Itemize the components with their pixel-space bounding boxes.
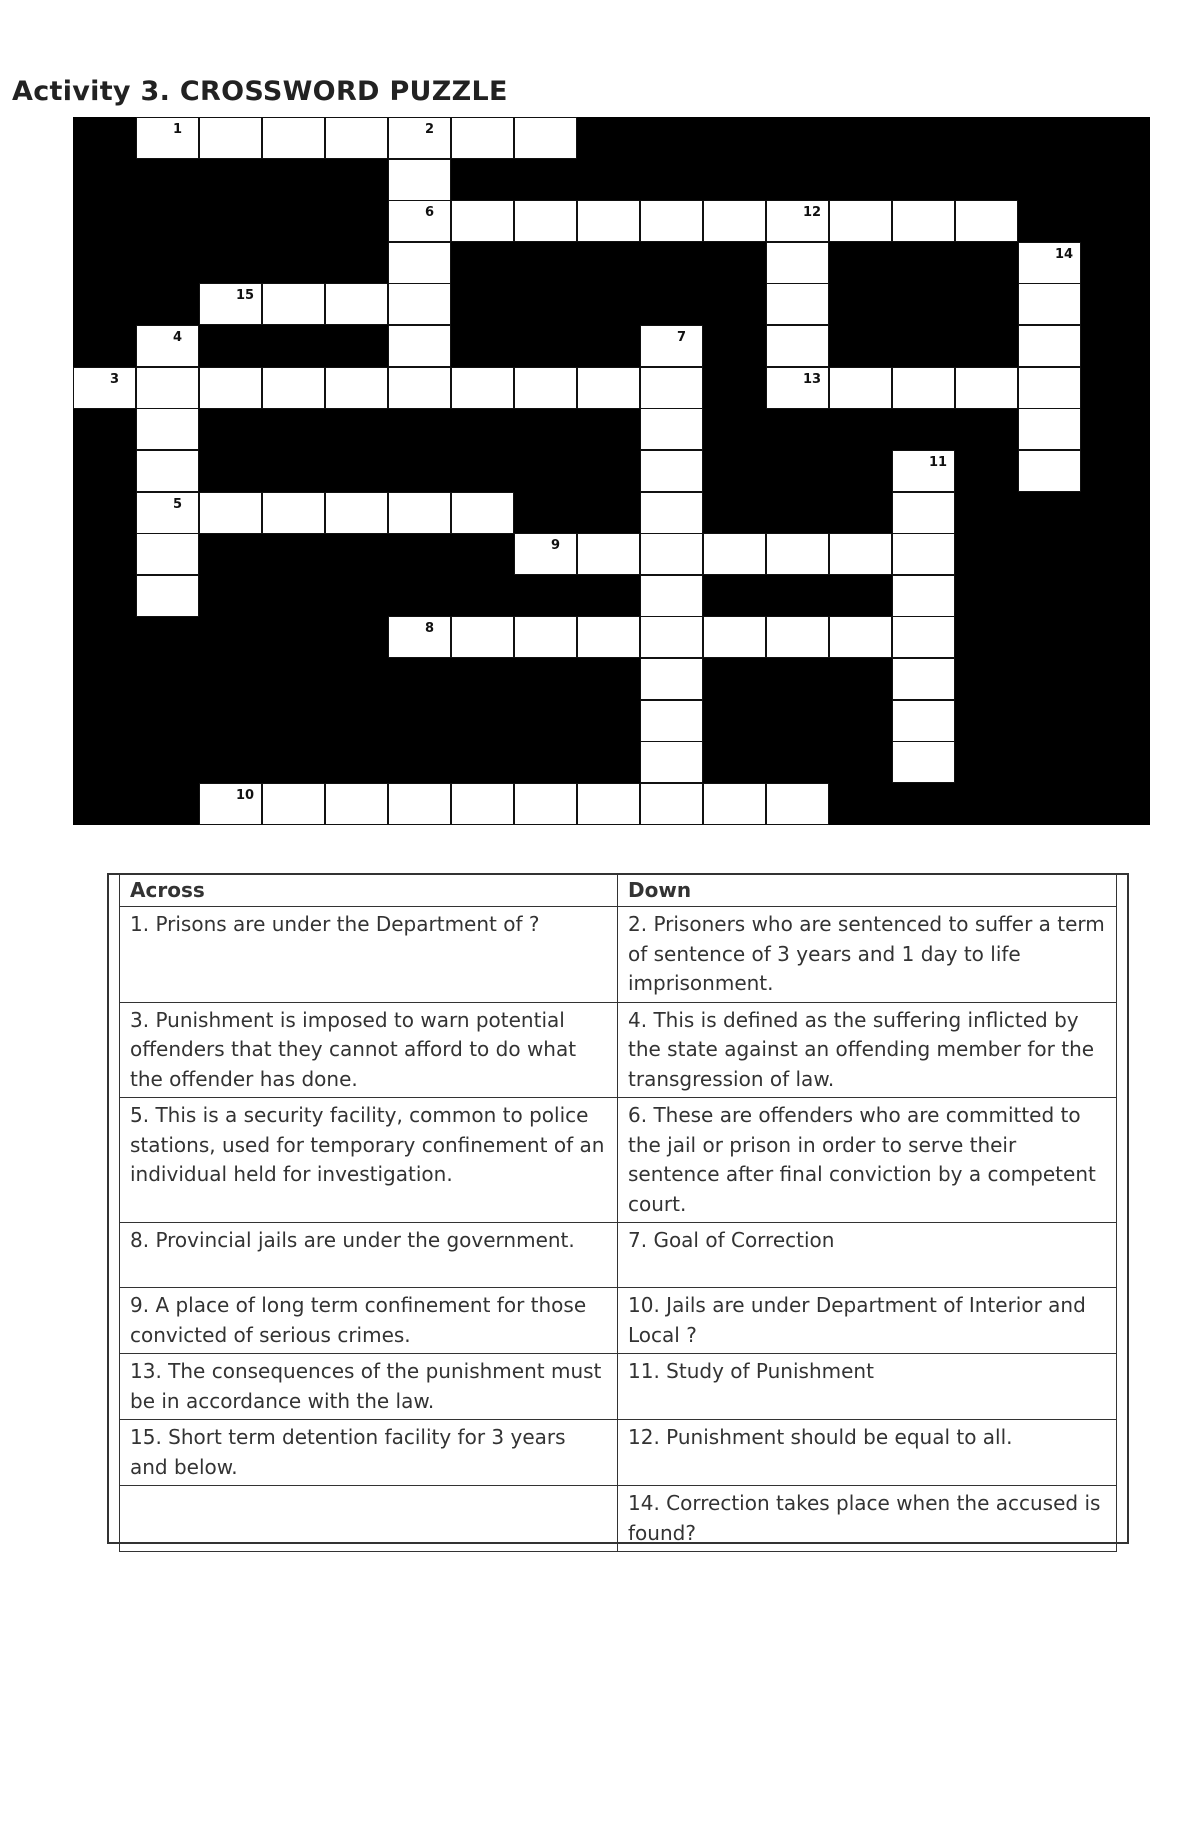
crossword-cell [1018,242,1081,284]
crossword-cell [451,367,514,409]
across-clue: 1. Prisons are under the Department of ? [120,907,618,1003]
crossword-cell [1018,367,1081,409]
crossword-cell [766,242,829,284]
clue-row [120,1288,1117,1354]
crossword-cell [136,533,199,575]
crossword-cell [514,367,577,409]
across-clue: 15. Short term detention facility for 3 years and below. [120,1420,618,1486]
crossword-cell [829,616,892,658]
crossword-cell [451,117,514,159]
crossword-cell [892,492,955,534]
crossword-cell [262,367,325,409]
down-heading: Down [618,874,1117,907]
clue-row [120,907,1117,1003]
clue-number: 9 [551,538,561,553]
clue-number: 15 [236,288,255,303]
crossword-cell [199,492,262,534]
crossword-cell [955,200,1018,242]
clue-row [120,1354,1117,1420]
clue-number: 12 [803,205,822,220]
crossword-cell [640,616,703,658]
crossword-cell [514,783,577,825]
crossword-cell [136,492,199,534]
crossword-cell [388,242,451,284]
crossword-cell [388,117,451,159]
crossword-cell [388,367,451,409]
crossword-cell [199,117,262,159]
crossword-cell [577,783,640,825]
across-clue: 3. Punishment is imposed to warn potential offenders that they cannot afford to do what the offender has done. [120,1002,618,1098]
crossword-cell [388,283,451,325]
crossword-cell [388,492,451,534]
page-title: Activity 3. CROSSWORD PUZZLE [12,76,508,107]
clue-row [120,1223,1117,1288]
crossword-cell [640,367,703,409]
clue-number: 7 [677,330,687,345]
clue-number: 8 [425,621,435,636]
crossword-cell [892,616,955,658]
crossword-cell [199,283,262,325]
crossword-cell [388,616,451,658]
crossword-cell [514,533,577,575]
crossword-cell [136,575,199,617]
down-clue: 14. Correction takes place when the accused is found? [618,1486,1117,1552]
crossword-cell [640,450,703,492]
crossword-cell [640,408,703,450]
crossword-cell [640,783,703,825]
crossword-cell [703,200,766,242]
clue-row [120,1420,1117,1486]
crossword-cell [136,450,199,492]
clue-row [120,1486,1117,1552]
across-clue: 8. Provincial jails are under the government. [120,1223,618,1288]
crossword-cell [766,533,829,575]
crossword-cell [640,700,703,742]
crossword-cell [829,533,892,575]
crossword-cell [73,367,136,409]
crossword-cell [514,616,577,658]
clue-number: 11 [929,455,948,470]
crossword-cell [325,367,388,409]
crossword-cell [262,117,325,159]
down-clue: 2. Prisoners who are sentenced to suffer a term of sentence of 3 years and 1 day to life imprisonment. [618,907,1117,1003]
crossword-cell [1018,408,1081,450]
crossword-cell [451,783,514,825]
crossword-cell [640,533,703,575]
crossword-cell [136,408,199,450]
crossword-cell [766,200,829,242]
crossword-cell [325,117,388,159]
crossword-cell [640,575,703,617]
crossword-grid [73,117,1150,825]
crossword-cell [829,200,892,242]
crossword-cell [577,616,640,658]
crossword-cell [892,450,955,492]
crossword-cell [388,159,451,201]
crossword-cell [136,117,199,159]
crossword-cell [766,616,829,658]
crossword-cell [388,325,451,367]
crossword-cell [577,533,640,575]
crossword-cell [325,283,388,325]
crossword-cell [892,741,955,783]
crossword-cell [577,367,640,409]
crossword-cell [136,367,199,409]
crossword-cell [577,200,640,242]
clue-number: 2 [425,122,435,137]
crossword-cell [703,533,766,575]
crossword-cell [892,367,955,409]
crossword-cell [514,117,577,159]
clues-header-row [120,874,1117,907]
crossword-cell [199,783,262,825]
crossword-cell [388,783,451,825]
clue-number: 3 [110,372,120,387]
down-clue: 11. Study of Punishment [618,1354,1117,1420]
clue-row [120,1098,1117,1223]
down-clue: 12. Punishment should be equal to all. [618,1420,1117,1486]
crossword-cell [514,200,577,242]
clue-number: 4 [173,330,183,345]
clues-table [119,873,1117,1552]
crossword-cell [640,741,703,783]
crossword-cell [640,200,703,242]
down-clue: 10. Jails are under Department of Interior and Local ? [618,1288,1117,1354]
crossword-cell [1018,283,1081,325]
clue-number: 14 [1055,247,1074,262]
crossword-cell [262,783,325,825]
crossword-cell [766,367,829,409]
clue-number: 6 [425,205,435,220]
crossword-cell [1018,450,1081,492]
crossword-cell [136,325,199,367]
crossword-cell [892,700,955,742]
crossword-cell [451,200,514,242]
crossword-cell [388,200,451,242]
crossword-cell [262,283,325,325]
clue-number: 10 [236,788,255,803]
crossword-cell [892,200,955,242]
across-clue: 13. The consequences of the punishment must be in accordance with the law. [120,1354,618,1420]
clue-number: 13 [803,372,822,387]
crossword-cell [640,325,703,367]
crossword-cell [325,492,388,534]
crossword-cell [955,367,1018,409]
crossword-cell [1018,325,1081,367]
crossword-cell [325,783,388,825]
crossword-cell [640,658,703,700]
across-clue [120,1486,618,1552]
down-clue: 4. This is defined as the suffering inflicted by the state against an offending member for the transgression of law. [618,1002,1117,1098]
crossword-cell [640,492,703,534]
crossword-cell [451,616,514,658]
crossword-cell [262,492,325,534]
down-clue: 7. Goal of Correction [618,1223,1117,1288]
clue-number: 1 [173,122,183,137]
across-heading: Across [120,874,618,907]
crossword-cell [451,492,514,534]
crossword-cell [766,283,829,325]
clue-number: 5 [173,497,183,512]
crossword-cell [829,367,892,409]
crossword-cell [892,575,955,617]
crossword-cell [892,658,955,700]
crossword-cell [892,533,955,575]
crossword-cell [766,325,829,367]
down-clue: 6. These are offenders who are committed to the jail or prison in order to serve their sentence after final conviction by a competent court. [618,1098,1117,1223]
clue-row [120,1002,1117,1098]
crossword-cell [766,783,829,825]
across-clue: 5. This is a security facility, common to police stations, used for temporary confinement of an individual held for investigation. [120,1098,618,1223]
crossword-cell [703,783,766,825]
across-clue: 9. A place of long term confinement for those convicted of serious crimes. [120,1288,618,1354]
crossword-cell [199,367,262,409]
crossword-cell [703,616,766,658]
